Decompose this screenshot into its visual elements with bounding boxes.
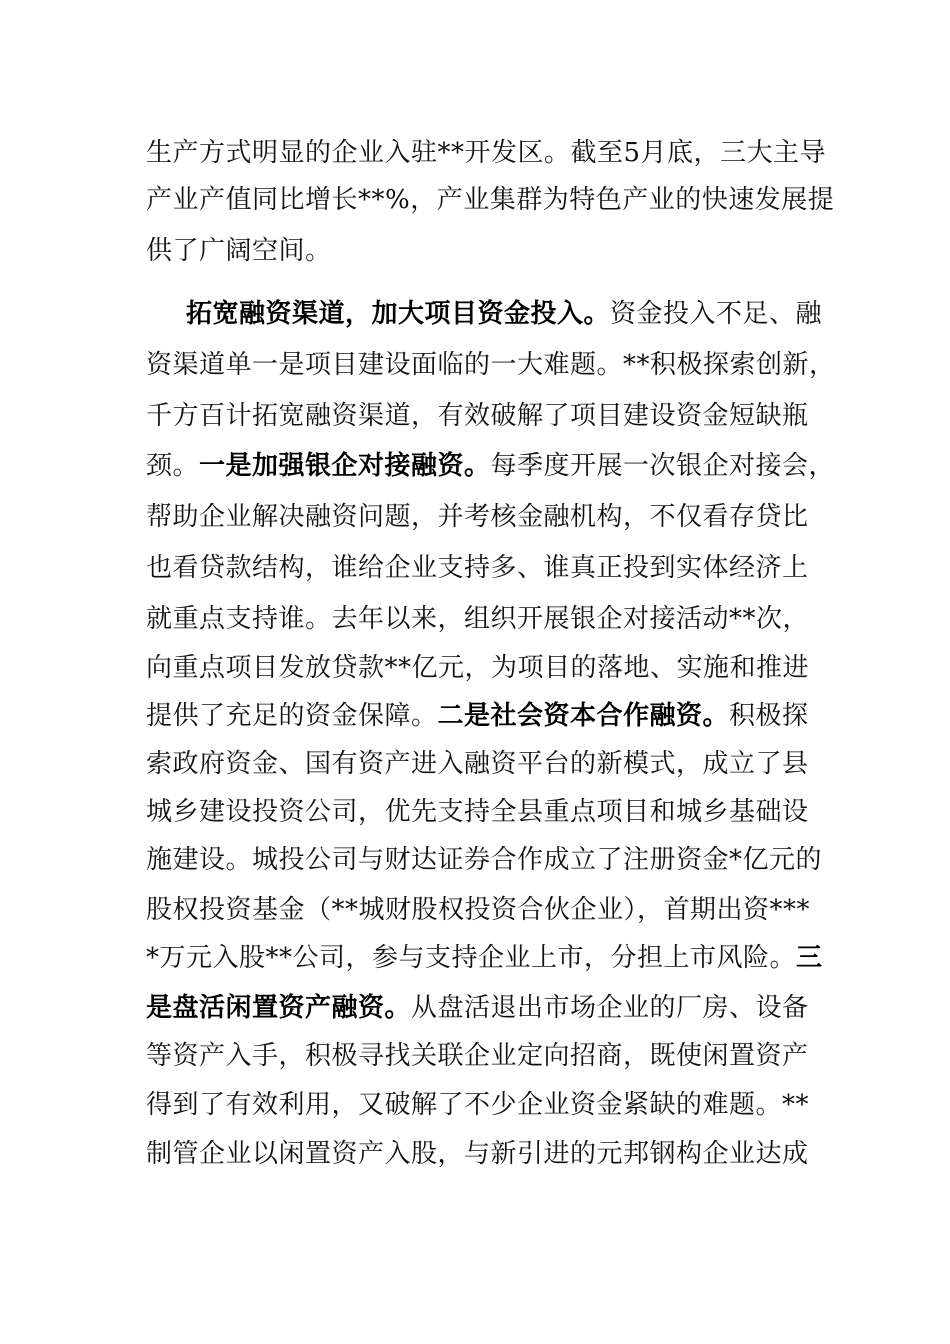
paragraph-text: 每季度开展一次银企对接会， <box>490 451 836 481</box>
paragraph-line: 产业产值同比增长**%，产业集群为特色产业的快速发展提 <box>146 185 835 215</box>
paragraph-line: 千方百计拓宽融资渠道，有效破解了项目建设资金短缺瓶 <box>146 401 809 431</box>
paragraph-line: 就重点支持谁。去年以来，组织开展银企对接活动**次， <box>146 604 810 634</box>
paragraph-text: 颈。 <box>146 451 200 481</box>
paragraph-line: 股权投资基金（**城财股权投资合伙企业），首期出资*** <box>146 895 811 925</box>
paragraph-line: 得到了有效利用，又破解了不少企业资金紧缺的难题。** <box>146 1090 810 1120</box>
paragraph-line <box>146 446 836 486</box>
paragraph-line: 生产方式明显的企业入驻**开发区。截至5月底，三大主导 <box>146 138 827 168</box>
paragraph-line: 制管企业以闲置资产入股，与新引进的元邦钢构企业达成 <box>146 1139 809 1169</box>
paragraph-text: 从盘活退出市场企业的厂房、设备 <box>411 993 809 1023</box>
paragraph-line <box>146 696 808 736</box>
paragraph-line: 向重点项目发放贷款**亿元，为项目的落地、实施和推进 <box>146 653 810 683</box>
paragraph-line: 供了广阔空间。 <box>146 236 332 266</box>
section-heading: 拓宽融资渠道，加大项目资金投入。 <box>186 299 611 329</box>
paragraph-line: 资渠道单一是项目建设面临的一大难题。**积极探索创新， <box>146 350 836 380</box>
subheading-three-start: 三 <box>796 943 823 973</box>
paragraph-text: *万元入股**公司，参与支持企业上市，分担上市风险。 <box>146 943 797 973</box>
subheading-one: 一是加强银企对接融资。 <box>199 451 491 481</box>
paragraph-line <box>186 294 823 334</box>
subheading-three: 是盘活闲置资产融资。 <box>146 993 412 1023</box>
paragraph-text: 资金投入不足、融 <box>610 299 823 329</box>
subheading-two: 二是社会资本合作融资。 <box>437 701 730 731</box>
paragraph-line: 施建设。城投公司与财达证券合作成立了注册资金*亿元的 <box>146 845 823 875</box>
paragraph-line <box>146 988 808 1028</box>
paragraph-line: 索政府资金、国有资产进入融资平台的新模式，成立了县 <box>146 749 809 779</box>
paragraph-line: 等资产入手，积极寻找关联企业定向招商，既使闲置资产 <box>146 1041 809 1071</box>
paragraph-line: 帮助企业解决融资问题，并考核金融机构，不仅看存贷比 <box>146 502 809 532</box>
paragraph-text: 积极探 <box>729 701 809 731</box>
paragraph-line: 城乡建设投资公司，优先支持全县重点项目和城乡基础设 <box>146 797 809 827</box>
paragraph-line <box>146 938 823 978</box>
paragraph-text: 提供了充足的资金保障。 <box>146 701 438 731</box>
paragraph-line: 也看贷款结构，谁给企业支持多、谁真正投到实体经济上 <box>146 553 809 583</box>
